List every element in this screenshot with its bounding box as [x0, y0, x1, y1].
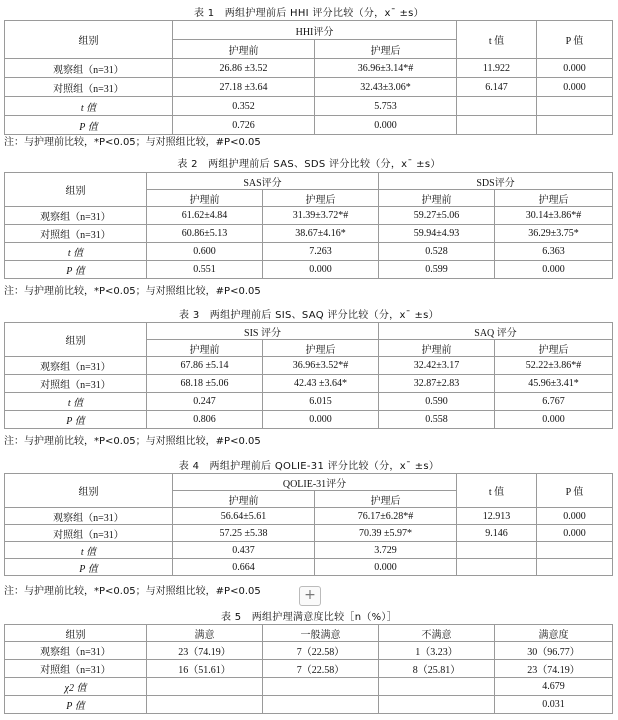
table-row	[5, 411, 613, 429]
table5-header-satisfied: 满意	[147, 625, 263, 642]
table3-score-a-header: SIS 评分	[147, 323, 379, 340]
table3-row2-b2: 45.96±3.41*	[495, 375, 613, 393]
table1-row2-before: 27.18 ±3.64	[173, 78, 315, 97]
table5-row4-group: P 值	[5, 696, 147, 714]
table1-row3-before: 0.352	[173, 97, 315, 116]
table4-group-header: 组别	[5, 474, 173, 508]
table1-row2-group: 对照组（n=31）	[5, 78, 173, 97]
table3-row2-b1: 32.87±2.83	[379, 375, 495, 393]
table5-row2-c3: 8（25.81）	[379, 660, 495, 678]
table4-row1-before: 56.64±5.61	[173, 508, 315, 525]
table4-row3-t	[457, 542, 537, 559]
table4-row2-p: 0.000	[537, 525, 613, 542]
table5-row1-c4: 30（96.77）	[495, 642, 613, 660]
table1-row1-t: 11.922	[457, 59, 537, 78]
table2-sub-a-before: 护理前	[147, 190, 263, 207]
table4-row4-t	[457, 559, 537, 576]
table2-row1-a2: 31.39±3.72*#	[263, 207, 379, 225]
table2	[4, 172, 613, 279]
table2-row3-a1: 0.600	[147, 243, 263, 261]
table4-row1-after: 76.17±6.28*#	[315, 508, 457, 525]
table-row	[5, 678, 613, 696]
table1-row3-after: 5.753	[315, 97, 457, 116]
table2-row1-b2: 30.14±3.86*#	[495, 207, 613, 225]
table3-note: 注：与护理前比较，*P<0.05；与对照组比较，#P<0.05	[4, 436, 261, 447]
table-row	[5, 207, 613, 225]
table3-row3-b1: 0.590	[379, 393, 495, 411]
table5-caption: 表 5 两组护理满意度比较［n（%）］	[220, 612, 398, 623]
table5-row1-c1: 23（74.19）	[147, 642, 263, 660]
table5-row2-c4: 23（74.19）	[495, 660, 613, 678]
table-row	[5, 642, 613, 660]
table5-row2-c2: 7（22.58）	[263, 660, 379, 678]
table3-row3-a2: 6.015	[263, 393, 379, 411]
table3-sub-a-after: 护理后	[263, 340, 379, 357]
table2-note: 注：与护理前比较，*P<0.05；与对照组比较，#P<0.05	[4, 286, 261, 297]
table2-row2-a1: 60.86±5.13	[147, 225, 263, 243]
table2-row4-a1: 0.551	[147, 261, 263, 279]
table4	[4, 473, 613, 576]
table2-row2-group: 对照组（n=31）	[5, 225, 147, 243]
table4-row3-after: 3.729	[315, 542, 457, 559]
table3-group-header: 组别	[5, 323, 147, 357]
table1-sub-before: 护理前	[173, 40, 315, 59]
table5-row1-c2: 7（22.58）	[263, 642, 379, 660]
table2-sub-a-after: 护理后	[263, 190, 379, 207]
table3-row1-a1: 67.86 ±5.14	[147, 357, 263, 375]
table5-row1-group: 观察组（n=31）	[5, 642, 147, 660]
table1-row1-before: 26.86 ±3.52	[173, 59, 315, 78]
table2-row1-b1: 59.27±5.06	[379, 207, 495, 225]
table4-row2-after: 70.39 ±5.97*	[315, 525, 457, 542]
table5-row3-c3	[379, 678, 495, 696]
table4-p-header: P 值	[537, 474, 613, 508]
table2-row1-group: 观察组（n=31）	[5, 207, 147, 225]
table3-row1-b1: 32.42±3.17	[379, 357, 495, 375]
table-row	[5, 243, 613, 261]
table4-sub-before: 护理前	[173, 491, 315, 508]
table3-row4-group: P 值	[5, 411, 147, 429]
table5-row4-c4: 0.031	[495, 696, 613, 714]
table1-row4-before: 0.726	[173, 116, 315, 135]
table5-row4-c2	[263, 696, 379, 714]
table-row	[5, 525, 613, 542]
table4-row3-p	[537, 542, 613, 559]
table2-row2-a2: 38.67±4.16*	[263, 225, 379, 243]
table1-row3-p	[537, 97, 613, 116]
table4-score-header: QOLIE-31评分	[173, 474, 457, 491]
table3-score-b-header: SAQ 评分	[379, 323, 613, 340]
table3-row3-b2: 6.767	[495, 393, 613, 411]
table4-row2-group: 对照组（n=31）	[5, 525, 173, 542]
table3-row3-a1: 0.247	[147, 393, 263, 411]
table2-score-a-header: SAS评分	[147, 173, 379, 190]
table1-row3-t	[457, 97, 537, 116]
add-block-button[interactable]: +	[299, 586, 321, 606]
table5-row4-c3	[379, 696, 495, 714]
table1-row4-after: 0.000	[315, 116, 457, 135]
table-row	[5, 542, 613, 559]
table3-sub-b-before: 护理前	[379, 340, 495, 357]
table3-row2-a1: 68.18 ±5.06	[147, 375, 263, 393]
table5-row2-c1: 16（51.61）	[147, 660, 263, 678]
table3-row2-group: 对照组（n=31）	[5, 375, 147, 393]
table1-note: 注：与护理前比较，*P<0.05；与对照组比较，#P<0.05	[4, 137, 261, 148]
table1-row1-after: 36.96±3.14*#	[315, 59, 457, 78]
table1-row1-group: 观察组（n=31）	[5, 59, 173, 78]
table2-sub-b-before: 护理前	[379, 190, 495, 207]
table5-row1-c3: 1（3.23）	[379, 642, 495, 660]
table5-header-unsatisfied: 不满意	[379, 625, 495, 642]
table5-row3-c1	[147, 678, 263, 696]
table5-header-group: 组别	[5, 625, 147, 642]
table5-row2-group: 对照组（n=31）	[5, 660, 147, 678]
table2-row4-group: P 值	[5, 261, 147, 279]
table3-row2-a2: 42.43 ±3.64*	[263, 375, 379, 393]
table5-row3-c2	[263, 678, 379, 696]
table-row	[5, 375, 613, 393]
table3-row1-group: 观察组（n=31）	[5, 357, 147, 375]
table4-sub-after: 护理后	[315, 491, 457, 508]
table-row	[5, 225, 613, 243]
table2-group-header: 组别	[5, 173, 147, 207]
table1-row2-p: 0.000	[537, 78, 613, 97]
table1-score-header: HHI评分	[173, 21, 457, 40]
table-row	[5, 660, 613, 678]
table4-t-header: t 值	[457, 474, 537, 508]
table4-row1-group: 观察组（n=31）	[5, 508, 173, 525]
table5-header-rate: 满意度	[495, 625, 613, 642]
table2-row4-b1: 0.599	[379, 261, 495, 279]
table3-caption: 表 3 两组护理前后 SIS、SAQ 评分比较（分，x¯ ±s）	[179, 310, 439, 321]
table3-sub-b-after: 护理后	[495, 340, 613, 357]
table4-row4-after: 0.000	[315, 559, 457, 576]
table1-row1-p: 0.000	[537, 59, 613, 78]
table2-caption: 表 2 两组护理前后 SAS、SDS 评分比较（分，x¯ ±s）	[177, 159, 441, 170]
table5-header-fair: 一般满意	[263, 625, 379, 642]
table-row	[5, 59, 613, 78]
table1-row2-t: 6.147	[457, 78, 537, 97]
table3-row1-b2: 52.22±3.86*#	[495, 357, 613, 375]
table1-t-header: t 值	[457, 21, 537, 59]
table1-row4-p	[537, 116, 613, 135]
table2-row3-a2: 7.263	[263, 243, 379, 261]
table2-row3-b1: 0.528	[379, 243, 495, 261]
table3-row4-a1: 0.806	[147, 411, 263, 429]
table4-row3-group: t 值	[5, 542, 173, 559]
table1	[4, 20, 613, 135]
table2-row4-b2: 0.000	[495, 261, 613, 279]
table1-group-header: 组别	[5, 21, 173, 59]
table2-score-b-header: SDS评分	[379, 173, 613, 190]
table2-sub-b-after: 护理后	[495, 190, 613, 207]
table1-sub-after: 护理后	[315, 40, 457, 59]
table2-row1-a1: 61.62±4.84	[147, 207, 263, 225]
table1-p-header: P 值	[537, 21, 613, 59]
table3	[4, 322, 613, 429]
table-row	[5, 97, 613, 116]
table-row	[5, 696, 613, 714]
table1-row2-after: 32.43±3.06*	[315, 78, 457, 97]
table3-row1-a2: 36.96±3.52*#	[263, 357, 379, 375]
table2-row3-b2: 6.363	[495, 243, 613, 261]
table3-row3-group: t 值	[5, 393, 147, 411]
table1-row3-group: t 值	[5, 97, 173, 116]
table-row	[5, 357, 613, 375]
table-row	[5, 78, 613, 97]
table4-row4-p	[537, 559, 613, 576]
table4-row2-t: 9.146	[457, 525, 537, 542]
table3-sub-a-before: 护理前	[147, 340, 263, 357]
table4-row4-before: 0.664	[173, 559, 315, 576]
table2-row2-b1: 59.94±4.93	[379, 225, 495, 243]
table5-row3-group: χ2 值	[5, 678, 147, 696]
table5-row3-c4: 4.679	[495, 678, 613, 696]
table2-row4-a2: 0.000	[263, 261, 379, 279]
table4-row2-before: 57.25 ±5.38	[173, 525, 315, 542]
table4-note: 注：与护理前比较，*P<0.05；与对照组比较，#P<0.05	[4, 586, 261, 597]
table1-caption: 表 1 两组护理前后 HHI 评分比较（分，x¯ ±s）	[194, 8, 424, 19]
table4-row1-t: 12.913	[457, 508, 537, 525]
table-row	[5, 508, 613, 525]
table1-row4-group: P 值	[5, 116, 173, 135]
table-row	[5, 559, 613, 576]
table4-caption: 表 4 两组护理前后 QOLIE-31 评分比较（分，x¯ ±s）	[178, 461, 440, 472]
table1-row4-t	[457, 116, 537, 135]
table3-row4-a2: 0.000	[263, 411, 379, 429]
table3-row4-b1: 0.558	[379, 411, 495, 429]
table-row	[5, 261, 613, 279]
table3-row4-b2: 0.000	[495, 411, 613, 429]
table2-row3-group: t 值	[5, 243, 147, 261]
table4-row4-group: P 值	[5, 559, 173, 576]
table4-row3-before: 0.437	[173, 542, 315, 559]
table2-row2-b2: 36.29±3.75*	[495, 225, 613, 243]
table5	[4, 624, 613, 714]
table5-row4-c1	[147, 696, 263, 714]
table-row	[5, 116, 613, 135]
table-row	[5, 393, 613, 411]
table4-row1-p: 0.000	[537, 508, 613, 525]
